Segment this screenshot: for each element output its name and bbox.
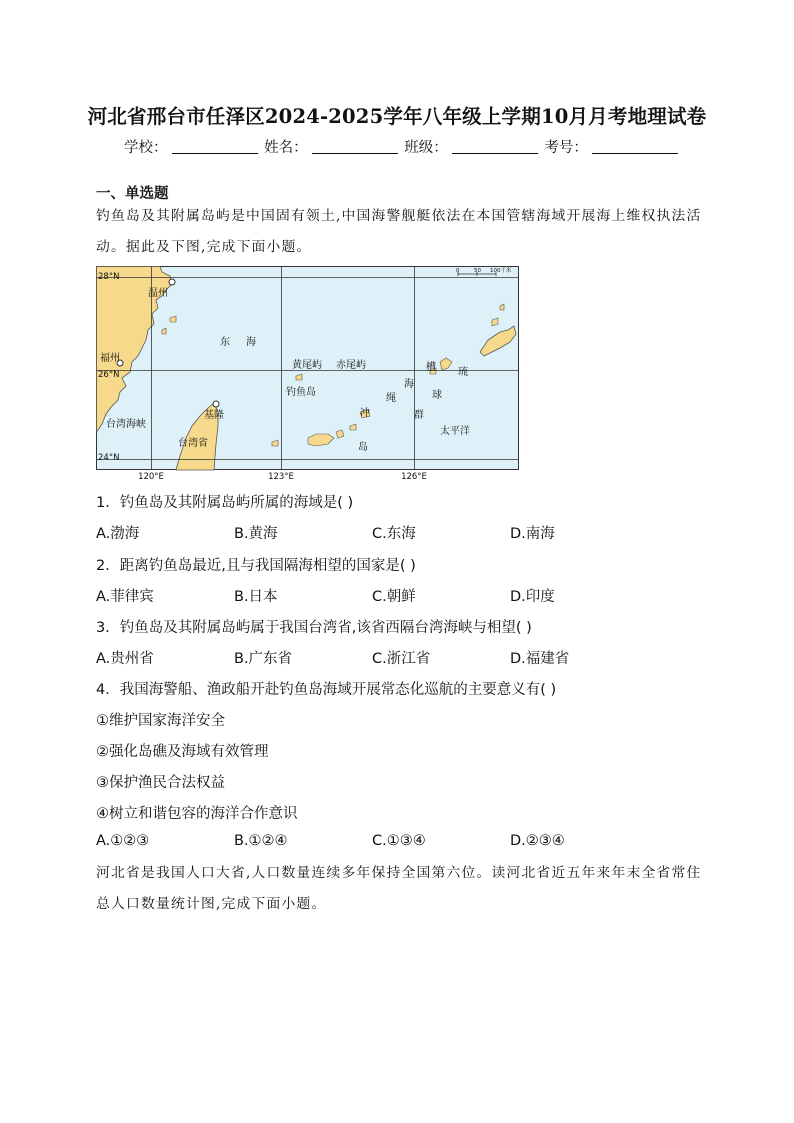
q4-item-1: ①维护国家海洋安全 <box>96 713 225 729</box>
label-taiwan: 台湾省 <box>178 438 208 449</box>
question-2: 2．距离钓鱼岛最近,且与我国隔海相望的国家是( ) <box>96 558 416 574</box>
q2-option-a[interactable]: A.菲律宾 <box>96 589 154 605</box>
question-1: 1．钓鱼岛及其附属岛屿所属的海域是( ) <box>96 495 354 511</box>
scale-label-0: 0 <box>456 268 460 274</box>
q1-option-b[interactable]: B.黄海 <box>234 526 278 542</box>
number-label: 考号： <box>544 140 588 156</box>
q1-option-a[interactable]: A.渤海 <box>96 526 140 542</box>
label-keelung: 基隆 <box>204 410 224 421</box>
label-donghai-2: 海 <box>246 337 256 348</box>
wenzhou-marker <box>169 279 175 285</box>
q4-item-2: ②强化岛礁及海域有效管理 <box>96 744 269 760</box>
q1-option-c[interactable]: C.东海 <box>372 526 416 542</box>
label-hai: 海 <box>404 379 414 390</box>
label-dao: 岛 <box>358 442 368 453</box>
question-4: 4．我国海警船、渔政船开赴钓鱼岛海域开展常态化巡航的主要意义有( ) <box>96 682 557 698</box>
scale-label-50: 50 <box>474 268 481 274</box>
label-huangweiyu: 黄尾屿 <box>292 360 322 371</box>
q3-option-a[interactable]: A.贵州省 <box>96 651 154 667</box>
name-blank[interactable] <box>312 139 398 154</box>
name-label: 姓名： <box>264 140 308 156</box>
lon-label-126e: 126°E <box>401 472 427 482</box>
label-qun: 群 <box>414 410 424 421</box>
label-liu: 琉 <box>458 367 468 378</box>
q3-option-c[interactable]: C.浙江省 <box>372 651 431 667</box>
label-chiweiyu: 赤尾屿 <box>336 360 366 371</box>
q1-option-d[interactable]: D.南海 <box>510 526 555 542</box>
label-fuzhou: 福州 <box>100 353 120 364</box>
label-diaoyudao: 钓鱼岛 <box>286 387 316 398</box>
school-label: 学校： <box>124 140 168 156</box>
label-pacific: 太平洋 <box>440 426 470 437</box>
q2-option-b[interactable]: B.日本 <box>234 589 278 605</box>
label-cao: 槽 <box>426 362 436 373</box>
lat-label-26n: 26°N <box>98 370 120 380</box>
q4-option-c[interactable]: C.①③④ <box>372 833 426 849</box>
label-wenzhou: 温州 <box>148 288 168 299</box>
number-blank[interactable] <box>592 139 678 154</box>
lat-label-28n: 28°N <box>98 272 120 282</box>
keelung-marker <box>213 401 219 407</box>
q3-option-d[interactable]: D.福建省 <box>510 651 570 667</box>
lon-label-123e: 123°E <box>268 472 294 482</box>
q4-item-4: ④树立和谐包容的海洋合作意识 <box>96 806 298 822</box>
q3-option-b[interactable]: B.广东省 <box>234 651 293 667</box>
q4-option-d[interactable]: D.②③④ <box>510 833 565 849</box>
q4-option-a[interactable]: A.①②③ <box>96 833 150 849</box>
school-blank[interactable] <box>172 139 258 154</box>
q4-item-3: ③保护渔民合法权益 <box>96 775 225 791</box>
label-taiwan-strait: 台湾海峡 <box>106 419 146 430</box>
q2-option-d[interactable]: D.印度 <box>510 589 555 605</box>
label-sheng: 绳 <box>386 393 396 404</box>
diaoyu-map <box>96 266 519 482</box>
lon-label-120e: 120°E <box>138 472 164 482</box>
label-donghai-1: 东 <box>220 337 230 348</box>
class-blank[interactable] <box>452 139 538 154</box>
lat-label-24n: 24°N <box>98 453 120 463</box>
question-3: 3．钓鱼岛及其附属岛屿属于我国台湾省,该省西隔台湾海峡与相望( ) <box>96 620 532 636</box>
exam-title: 河北省邢台市任泽区2024-2025学年八年级上学期10月月考地理试卷 <box>87 105 707 128</box>
label-qiu: 球 <box>432 390 442 401</box>
label-chong: 冲 <box>360 408 370 419</box>
scale-label-100km: 100千米 <box>490 268 512 274</box>
q4-option-b[interactable]: B.①②④ <box>234 833 288 849</box>
class-label: 班级： <box>404 140 448 156</box>
passage-intro-1: 钓鱼岛及其附属岛屿是中国固有领土,中国海警舰艇依法在本国管辖海域开展海上维权执法活动。据此及下图,完成下面小题。 <box>96 208 702 255</box>
student-info-row <box>124 136 680 157</box>
section-heading: 一、单选题 <box>96 186 169 202</box>
passage-intro-2: 河北省是我国人口大省,人口数量连续多年保持全国第六位。读河北省近五年来年末全省常住总人口数量统计图,完成下面小题。 <box>96 865 702 912</box>
q2-option-c[interactable]: C.朝鲜 <box>372 589 416 605</box>
